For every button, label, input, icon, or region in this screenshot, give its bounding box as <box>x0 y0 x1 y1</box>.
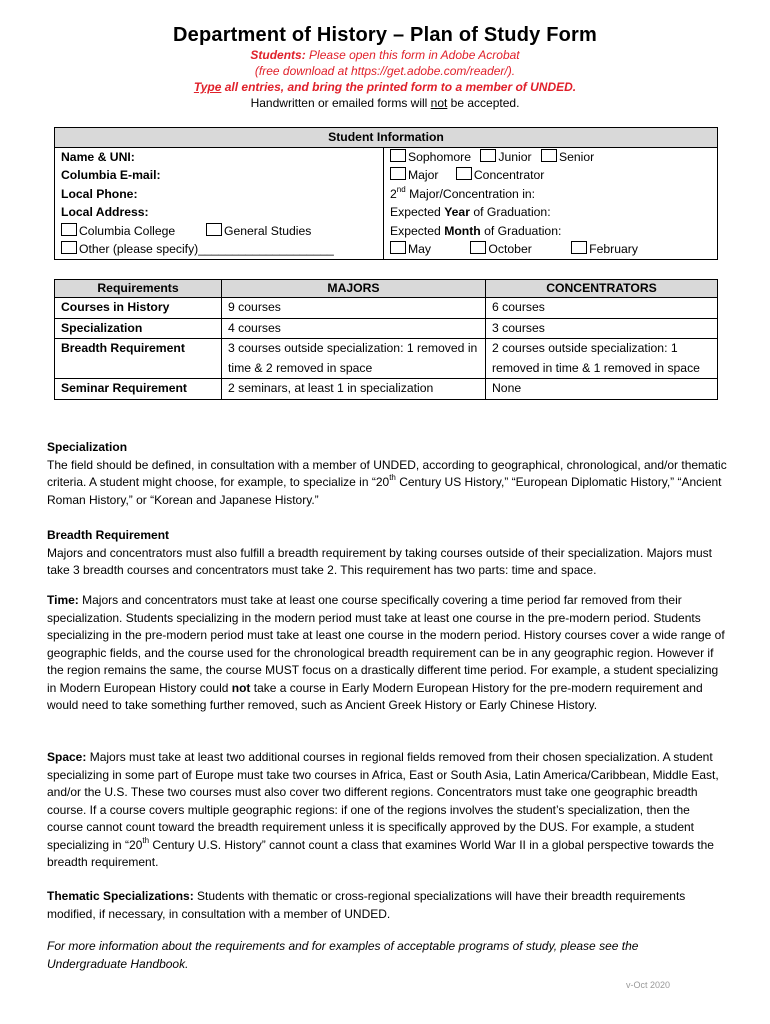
specialization-text-a: The field should be defined, in consultation with a member of UNDED, according to geographical, chronological, and/or thematic criteria. A student might choose, for example, to specialize in “20 <box>47 457 727 489</box>
table-row <box>55 379 718 400</box>
major-checkbox[interactable] <box>390 167 406 180</box>
second-number: 2 <box>390 186 397 201</box>
breadth-text: Majors and concentrators must also fulfill a breadth requirement by taking courses outside of their specialization. Majors must take 3 breadth courses and concentrators must take 2. This requirement has two parts: time and space. <box>47 545 712 577</box>
version-label: v-Oct 2020 <box>625 980 670 990</box>
program-type-options <box>390 166 711 185</box>
breadth-heading: Breadth Requirement <box>47 528 170 542</box>
second-sup: nd <box>396 184 406 194</box>
grad-month-a: Expected <box>390 223 445 238</box>
specialization-heading: Specialization <box>47 440 128 454</box>
student-info-right <box>384 147 718 259</box>
space-label: Space: <box>47 750 87 764</box>
concentrators-cell: None <box>486 379 718 400</box>
time-text <box>47 592 727 715</box>
subtitle-type-word: Type <box>193 80 222 94</box>
specialization-section <box>47 439 727 509</box>
student-info-left <box>55 147 384 259</box>
table-row <box>55 298 718 319</box>
thematic-section <box>47 888 727 923</box>
specialization-text-b: Century US History,” “European Diplomatic History,” “Ancient Roman History,” or “Korean and Japanese History.” <box>47 475 722 507</box>
time-label: Time: <box>47 593 79 607</box>
specialization-sup: th <box>389 473 396 482</box>
february-checkbox[interactable] <box>571 241 587 254</box>
majors-cell: 3 courses outside specialization: 1 removed in time & 2 removed in space <box>222 339 486 379</box>
grad-year-c: of Graduation: <box>469 205 551 219</box>
other-option <box>61 240 377 259</box>
subtitle-line-1-text: Please open this form in Adobe Acrobat <box>305 48 520 62</box>
general-studies-checkbox[interactable] <box>206 223 222 236</box>
concentrator-label: Concentrator <box>473 168 545 182</box>
subtitle-line-1 <box>0 48 770 62</box>
second-major-field[interactable] <box>390 185 711 204</box>
phone-field[interactable]: Local Phone: <box>61 186 138 201</box>
subtitle-line-4 <box>0 96 770 110</box>
space-section <box>47 749 727 872</box>
space-text <box>47 749 727 872</box>
majors-cell: 2 seminars, at least 1 in specialization <box>222 379 486 400</box>
grad-year-a: Expected <box>390 205 445 219</box>
time-not-word: not <box>231 680 251 695</box>
page-title: Department of History – Plan of Study Form <box>172 24 597 46</box>
subtitle-not-word: not <box>430 96 448 110</box>
october-checkbox[interactable] <box>470 241 486 254</box>
requirement-cell: Breadth Requirement <box>55 339 222 379</box>
sophomore-label: Sophomore <box>408 149 472 164</box>
thematic-body: Students with thematic or cross-regional specializations will have their breadth requirements modified, if necessary, in consultation with a member of UNDED. <box>47 889 686 921</box>
senior-checkbox[interactable] <box>541 149 557 162</box>
specialization-text <box>47 457 727 510</box>
col-header-requirements: Requirements <box>55 280 222 298</box>
general-studies-label: General Studies <box>223 223 312 238</box>
address-field[interactable]: Local Address: <box>61 205 149 219</box>
subtitle-line-4-a: Handwritten or emailed forms will <box>250 96 431 110</box>
time-section <box>47 592 727 715</box>
requirement-cell: Courses in History <box>55 298 222 319</box>
space-sup: th <box>142 835 150 845</box>
student-info-header: Student Information <box>55 128 718 148</box>
sophomore-checkbox[interactable] <box>390 149 406 162</box>
columbia-college-checkbox[interactable] <box>61 223 77 236</box>
concentrators-cell: 6 courses <box>486 298 718 319</box>
thematic-label: Thematic Specializations: <box>47 889 194 903</box>
concentrators-cell: 2 courses outside specialization: 1 removed in time & 1 removed in space <box>486 339 718 379</box>
junior-label: Junior <box>498 149 532 164</box>
grad-month-options <box>390 240 711 259</box>
requirements-table <box>54 279 718 400</box>
major-label: Major <box>408 168 439 182</box>
requirement-cell: Specialization <box>55 318 222 339</box>
other-checkbox[interactable] <box>61 241 77 254</box>
senior-label: Senior <box>559 149 595 164</box>
concentrators-cell: 3 courses <box>486 318 718 339</box>
breadth-section <box>47 527 727 580</box>
second-major-label: Major/Concentration in: <box>405 186 536 201</box>
october-label: October <box>488 242 532 256</box>
col-header-concentrators: CONCENTRATORS <box>486 280 718 298</box>
requirements-header-row <box>55 280 718 298</box>
class-year-options <box>390 148 711 167</box>
school-options <box>61 222 377 241</box>
majors-cell: 4 courses <box>222 318 486 339</box>
may-label: May <box>408 242 432 256</box>
space-text-a: Majors must take at least two additional courses in regional fields removed from their chosen specialization. A student specializing in some part of Europe must take two courses in Africa, East or South Asia, Latin America/Caribbean, Middle East, and/or the U.S. These two courses must also cover two different regions. Concentrators must take one geographic breadth course. If a course covers multiple geographic regions: if one of the regions involves the student’s specialization, then the course cannot count toward the breadth requirement unless it is specifically approved by the DUS. For example, a student specializing in “20 <box>47 750 719 852</box>
columbia-college-label: Columbia College <box>79 223 176 238</box>
table-row <box>55 339 718 379</box>
february-label: February <box>589 242 638 256</box>
subtitle-line-2: (free download at https://get.adobe.com/reader/). <box>254 64 516 78</box>
thematic-text <box>47 888 727 923</box>
space-text-b: Century U.S. History” cannot count a class that examines World War II in a global perspective towards the breadth requirement. <box>47 837 714 869</box>
grad-year-b: Year <box>444 205 470 219</box>
grad-year-field[interactable] <box>390 203 711 222</box>
subtitle-students-label: Students: <box>250 48 306 62</box>
handbook-note: For more information about the requirements and for examples of acceptable programs of study, please see the Undergraduate Handbook. <box>47 939 639 971</box>
student-information-table <box>54 127 718 260</box>
other-label[interactable]: Other (please specify)____________________ <box>79 242 334 256</box>
may-checkbox[interactable] <box>390 241 406 254</box>
time-text-a: Majors and concentrators must take at least one course specifically covering a time period far removed from their specialization. Students specializing in the modern period must take at least one course in the pre-modern period. Students specializing in the pre-modern period must take at least one course in the modern period. History courses cover a wide range of geographic fields, and the course used for the chronological breadth requirement can be in any geographic region. However if the region remains the same, the course MUST focus on a drastically different time period. For example, a student specializing in Modern European History could <box>47 593 725 695</box>
grad-month-field <box>390 222 711 241</box>
majors-cell: 9 courses <box>222 298 486 319</box>
email-field[interactable]: Columbia E-mail: <box>61 168 161 182</box>
junior-checkbox[interactable] <box>480 149 496 162</box>
subtitle-line-3 <box>0 80 770 94</box>
concentrator-checkbox[interactable] <box>456 167 472 180</box>
name-uni-field[interactable]: Name & UNI: <box>61 149 135 164</box>
table-row <box>55 318 718 339</box>
requirement-cell: Seminar Requirement <box>55 379 222 400</box>
subtitle-line-3-text: all entries, and bring the printed form to a member of UNDED. <box>221 80 577 94</box>
grad-month-c: of Graduation: <box>480 223 562 238</box>
col-header-majors: MAJORS <box>222 280 486 298</box>
grad-month-b: Month <box>444 223 481 238</box>
time-text-b: take a course in Early Modern European History for the pre-modern requirement and would need to take something further removed, such as Ancient Greek History or Early Chinese History. <box>47 680 703 712</box>
subtitle-line-4-b: be accepted. <box>447 96 520 110</box>
